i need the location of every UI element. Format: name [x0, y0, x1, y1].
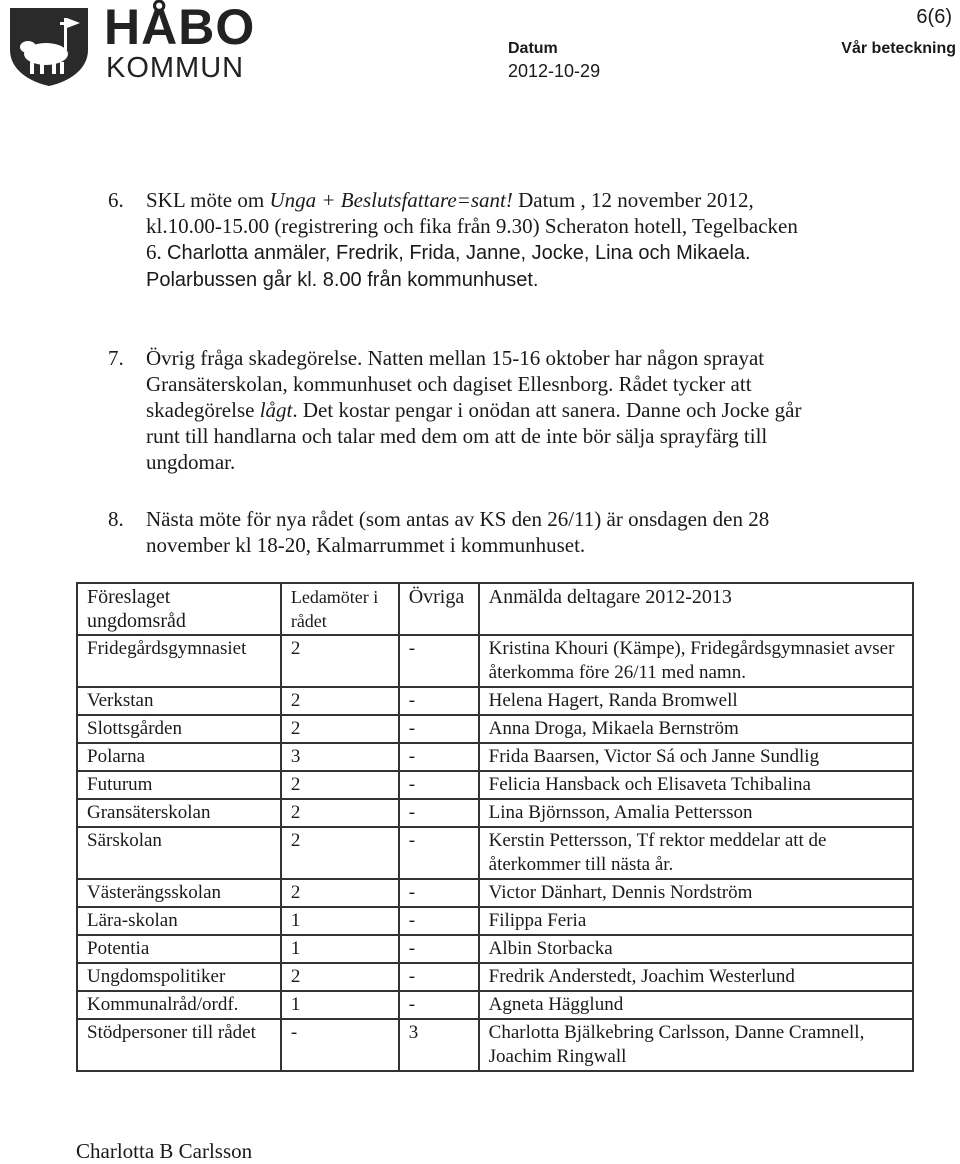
- cell-others: -: [399, 907, 479, 935]
- table-row: [77, 827, 913, 879]
- cell-others: -: [399, 743, 479, 771]
- table-row: [77, 635, 913, 687]
- logo-wordmark-habo: HÅBO: [104, 0, 256, 55]
- item-text-segment: Natten mellan 15-16 oktober har någon sprayat Gransäterskolan, kommunhuset och dagiset Ellesnborg. Rådet tycker att skadegörelse: [146, 346, 765, 422]
- agenda-item-6: [108, 187, 808, 293]
- item-text-segment: SKL möte om: [146, 188, 270, 212]
- item-text-segment: Nästa möte för nya rådet (som antas av KS den 26/11) är onsdagen den 28 november kl 18-20, Kalmarrummet i kommunhuset.: [146, 507, 770, 557]
- cell-members: 1: [281, 907, 399, 935]
- cell-members: 2: [281, 635, 399, 687]
- habo-sheep-crest-icon: [6, 4, 92, 88]
- agenda-item-number: 8.: [108, 507, 124, 531]
- column-header-council: Föreslaget ungdomsråd: [77, 583, 281, 635]
- table-row: [77, 771, 913, 799]
- cell-participants: Charlotta Bjälkebring Carlsson, Danne Cramnell, Joachim Ringwall: [479, 1019, 913, 1071]
- cell-others: -: [399, 687, 479, 715]
- column-header-members: Ledamöter i rådet: [281, 583, 399, 635]
- table-row: [77, 1019, 913, 1071]
- cell-unit: Verkstan: [77, 687, 281, 715]
- cell-participants: Anna Droga, Mikaela Bernström: [479, 715, 913, 743]
- table-row: [77, 935, 913, 963]
- cell-unit: Potentia: [77, 935, 281, 963]
- cell-members: 2: [281, 715, 399, 743]
- cell-unit: Kommunalråd/ordf.: [77, 991, 281, 1019]
- cell-members: 2: [281, 879, 399, 907]
- cell-participants: Frida Baarsen, Victor Sá och Janne Sundlig: [479, 743, 913, 771]
- cell-unit: Ungdomspolitiker: [77, 963, 281, 991]
- page-number: 6(6): [916, 6, 952, 28]
- cell-others: -: [399, 991, 479, 1019]
- cell-members: 2: [281, 827, 399, 879]
- table-row: [77, 743, 913, 771]
- agenda-item-text: [146, 187, 808, 293]
- column-header-participants: Anmälda deltagare 2012-2013: [479, 583, 913, 635]
- cell-unit: Lära-skolan: [77, 907, 281, 935]
- youth-council-table: [76, 582, 914, 1072]
- cell-members: 2: [281, 687, 399, 715]
- column-header-others: Övriga: [399, 583, 479, 635]
- cell-others: -: [399, 879, 479, 907]
- date-label: Datum: [508, 40, 558, 57]
- cell-members: 3: [281, 743, 399, 771]
- item-text-segment-sans: Charlotta anmäler, Fredrik, Frida, Janne, Jocke, Lina och Mikaela. Polarbussen går kl. 8.00 från kommunhuset.: [146, 242, 751, 291]
- cell-others: 3: [399, 1019, 479, 1071]
- cell-others: -: [399, 799, 479, 827]
- cell-participants: Fredrik Anderstedt, Joachim Westerlund: [479, 963, 913, 991]
- cell-participants: Victor Dänhart, Dennis Nordström: [479, 879, 913, 907]
- table-row: [77, 879, 913, 907]
- table-row: [77, 963, 913, 991]
- cell-participants: Lina Björnsson, Amalia Pettersson: [479, 799, 913, 827]
- cell-unit: Stödpersoner till rådet: [77, 1019, 281, 1071]
- table-row: [77, 715, 913, 743]
- cell-unit: Fridegårdsgymnasiet: [77, 635, 281, 687]
- cell-unit: Västerängsskolan: [77, 879, 281, 907]
- table-row: [77, 907, 913, 935]
- item-text-segment: . Det kostar pengar i onödan att sanera. Danne och Jocke går runt till handlarna och talar med dem om att de inte bör sälja sprayfärg till ungdomar.: [146, 398, 802, 474]
- cell-participants: Felicia Hansback och Elisaveta Tchibalina: [479, 771, 913, 799]
- cell-participants: Kerstin Pettersson, Tf rektor meddelar att de återkommer till nästa år.: [479, 827, 913, 879]
- logo-wordmark-kommun: KOMMUN: [106, 52, 245, 84]
- cell-participants: Helena Hagert, Randa Bromwell: [479, 687, 913, 715]
- cell-others: -: [399, 771, 479, 799]
- cell-others: -: [399, 635, 479, 687]
- document-date: 2012-10-29: [508, 61, 601, 81]
- item-text-segment: Övrig fråga skadegörelse.: [146, 346, 368, 370]
- cell-participants: Kristina Khouri (Kämpe), Fridegårdsgymnasiet avser återkomma före 26/11 med namn.: [479, 635, 913, 687]
- cell-members: 1: [281, 935, 399, 963]
- cell-participants: Albin Storbacka: [479, 935, 913, 963]
- item-text-segment: Datum , 12 november 2012, kl.10.00-15.00 (registrering och fika från 9.30) Scheraton hotell, Tegelbacken 6.: [146, 188, 798, 264]
- cell-unit: Polarna: [77, 743, 281, 771]
- cell-members: 2: [281, 771, 399, 799]
- cell-members: -: [281, 1019, 399, 1071]
- agenda-item-7: [108, 345, 808, 475]
- signature-name: Charlotta B Carlsson: [76, 1139, 253, 1163]
- cell-unit: Futurum: [77, 771, 281, 799]
- table-row: [77, 799, 913, 827]
- item-text-segment-italic: lågt: [259, 398, 293, 422]
- cell-members: 2: [281, 799, 399, 827]
- agenda-item-8: [108, 506, 808, 558]
- cell-others: -: [399, 963, 479, 991]
- cell-members: 1: [281, 991, 399, 1019]
- cell-others: -: [399, 715, 479, 743]
- habo-kommun-logo: [6, 0, 256, 88]
- agenda-item-number: 7.: [108, 346, 124, 370]
- cell-participants: Filippa Feria: [479, 907, 913, 935]
- item-text-segment-italic: Unga + Beslutsfattare=sant!: [269, 188, 513, 212]
- reference-label: Vår beteckning: [841, 40, 956, 57]
- cell-participants: Agneta Hägglund: [479, 991, 913, 1019]
- agenda-item-number: 6.: [108, 188, 124, 212]
- cell-unit: Gransäterskolan: [77, 799, 281, 827]
- cell-others: -: [399, 827, 479, 879]
- agenda-item-text: [146, 345, 808, 475]
- cell-unit: Slottsgården: [77, 715, 281, 743]
- cell-members: 2: [281, 963, 399, 991]
- cell-unit: Särskolan: [77, 827, 281, 879]
- agenda-item-text: [146, 506, 808, 558]
- table-row: [77, 991, 913, 1019]
- table-row: [77, 687, 913, 715]
- table-header-row: [77, 583, 913, 635]
- cell-others: -: [399, 935, 479, 963]
